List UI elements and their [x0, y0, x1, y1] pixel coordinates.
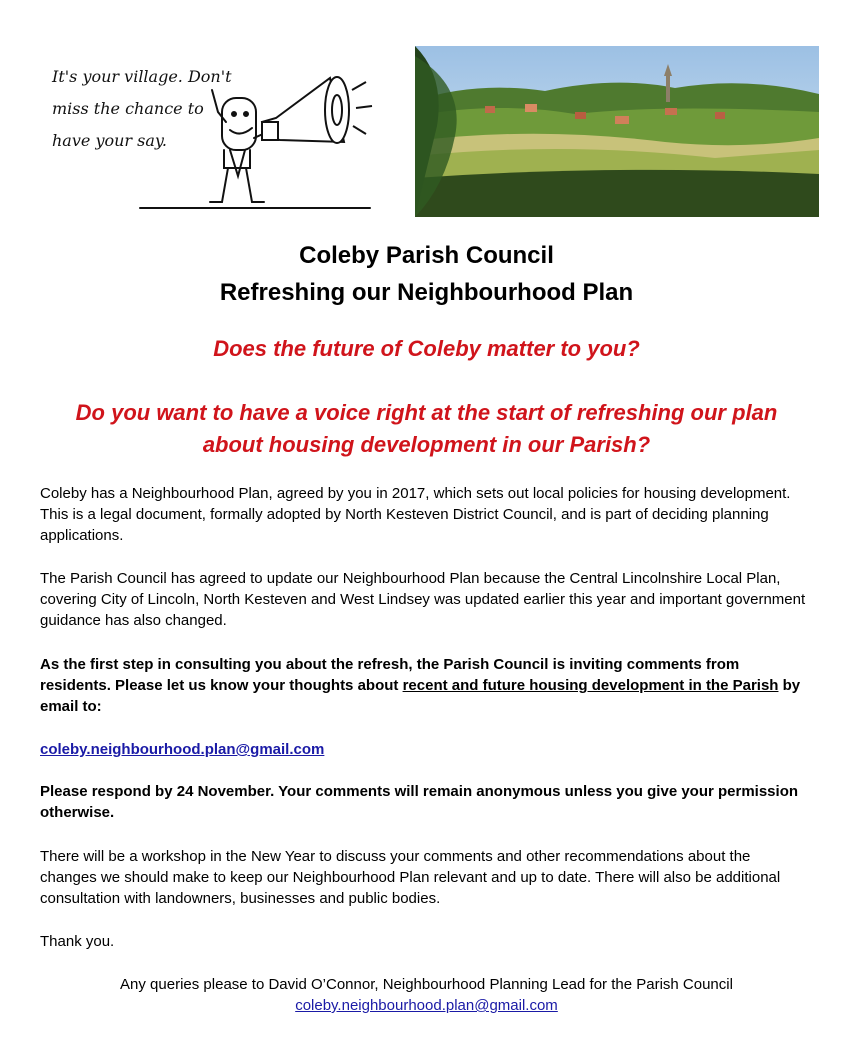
cartoon-line-2: miss the chance to [52, 99, 204, 118]
email-link[interactable]: coleby.neighbourhood.plan@gmail.com [40, 741, 325, 758]
question-voice-line-1: Do you want to have a voice right at the start of refreshing our plan [75, 400, 778, 425]
thanks-paragraph: Thank you. [40, 933, 115, 950]
intro-paragraph: Coleby has a Neighbourhood Plan, agreed by you in 2017, which sets out local policies for housing development. This is a legal document, formally adopted by North Kesteven District Council, and is part of deciding planning applications. [40, 485, 791, 544]
village-landscape-image [415, 46, 819, 217]
update-paragraph: The Parish Council has agreed to update our Neighbourhood Plan because the Central Lincolnshire Local Plan, covering City of Lincoln, North Kesteven and West Lindsey was updated earlier this year and important government guidance has also changed. [40, 570, 806, 629]
footer-email-link[interactable]: coleby.neighbourhood.plan@gmail.com [295, 997, 558, 1014]
megaphone-icon [262, 77, 372, 143]
consultation-paragraph [40, 654, 810, 717]
question-future: Does the future of Coleby matter to you? [213, 336, 640, 361]
page-subtitle: Refreshing our Neighbourhood Plan [219, 279, 634, 306]
megaphone-cartoon [40, 50, 380, 215]
page-title: Coleby Parish Council [299, 242, 554, 269]
consultation-text-start: As the first step in consulting you about the refresh, the Parish Council is inviting comments from residents. Please let us know your thoughts about [40, 656, 740, 694]
consultation-topic: recent and future housing development in the Parish [402, 677, 779, 694]
question-voice [20, 397, 833, 461]
consultation-text-end: by email to: [40, 677, 801, 715]
cartoon-line-1: It's your village. Don't [52, 67, 232, 86]
cartoon-line-3: have your say. [52, 131, 167, 150]
workshop-paragraph: There will be a workshop in the New Year to discuss your comments and other recommendations about the changes we should make to keep our Neighbourhood Plan relevant and up to date. There will also be additional consultation with landowners, businesses and public bodies. [40, 848, 781, 907]
footer [0, 974, 853, 1016]
email-paragraph [40, 739, 810, 760]
question-voice-line-2: about housing development in our Parish? [202, 432, 651, 457]
footer-text: Any queries please to David O’Connor, Neighbourhood Planning Lead for the Parish Council [120, 976, 733, 993]
deadline-paragraph: Please respond by 24 November. Your comments will remain anonymous unless you give your permission otherwise. [40, 783, 799, 821]
